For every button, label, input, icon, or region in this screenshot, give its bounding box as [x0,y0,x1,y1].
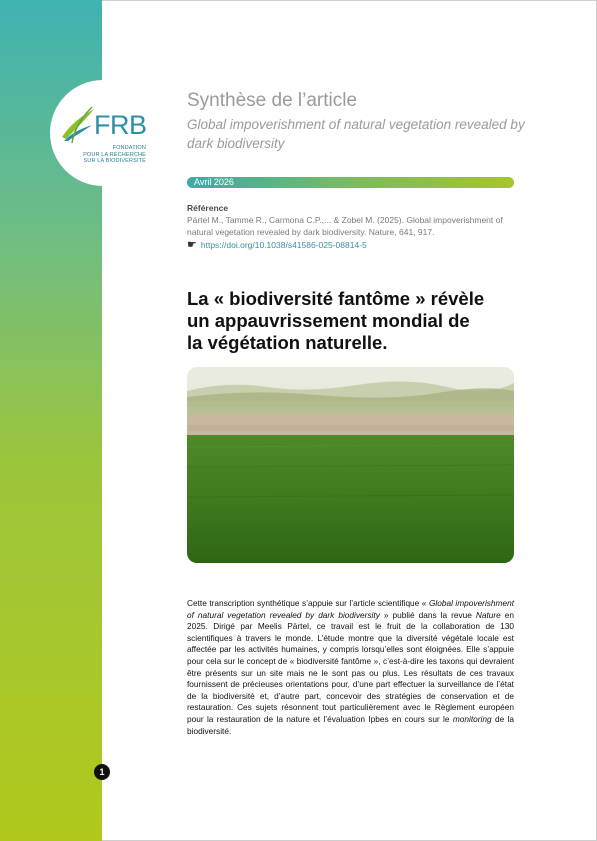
body-part-1: Cette transcription synthétique s’appuie sur l’article scientifique « [187,598,429,608]
page-title: Synthèse de l’article [187,90,358,111]
logo-line-3: SUR LA BIODIVERSITÉ [83,158,146,165]
pointing-hand-icon: ☛ [187,239,197,251]
landscape-photo [187,367,514,563]
page-number: 1 [94,764,110,780]
article-title: Global impoverishment of natural vegetation revealed by dark biodiversity [187,117,525,151]
body-part-4: de la biodiversité. [187,713,514,736]
body-part-3: en 2025. Dirigé par Meelis Pärtel, ce travail est le fruit de la collaboration de 130 scientifiques à travers le monde. L’étude montre que la diversité végétale locale est affectée par les activités humaines, y compris lorsqu’elles sont éloignées. Elle s’appuie pour cela sur le concept de « biodiversité fantôme », c’est-à-dire les taxons qui devraient être présents sur un site mais ne le sont pas ou plus. Les résultats de ces travaux fournissent de précieuses orientations pour, d’une part effectuer la surveillance de l’état de la biodiversité et, d’autre part, concevoir des stratégies de conservation et de restauration. Ces sujets résonnent tout particulièrement avec le Règlement européen pour la restauration de la nature et l’évaluation Ipbes en cours sur le [187,609,514,724]
field-image [187,367,514,563]
logo-subtitle [66,145,146,165]
reference-label: Référence [187,203,229,213]
logo-letters: FRB [94,110,147,140]
reference-citation: Pärtel M., Tamme R., Carmona C.P.,... & Zobel M. (2025). Global impoverishment of natural vegetation revealed by dark biodiversity. Nature, 641, 917. [187,215,503,237]
date-bar [187,177,514,188]
logo-line-1: FONDATION [112,145,146,151]
body-part-2: » publié dans la revue [379,609,476,620]
headline: La « biodiversité fantôme » révèle un appauvrissement mondial de la végétation naturelle. [187,288,485,353]
logo-line-2: POUR LA RECHERCHE [83,151,146,158]
doi-row [187,240,367,251]
date-label: Avril 2026 [194,177,234,187]
summary-paragraph [187,598,514,737]
body-monitoring-word: monitoring [452,713,492,724]
body-journal-name: Nature [475,609,501,620]
body-article-title: Global impoverishment of natural vegetation revealed by dark biodiversity [187,598,514,620]
doi-link[interactable]: https://doi.org/10.1038/s41586-025-08814-5 [200,240,367,250]
